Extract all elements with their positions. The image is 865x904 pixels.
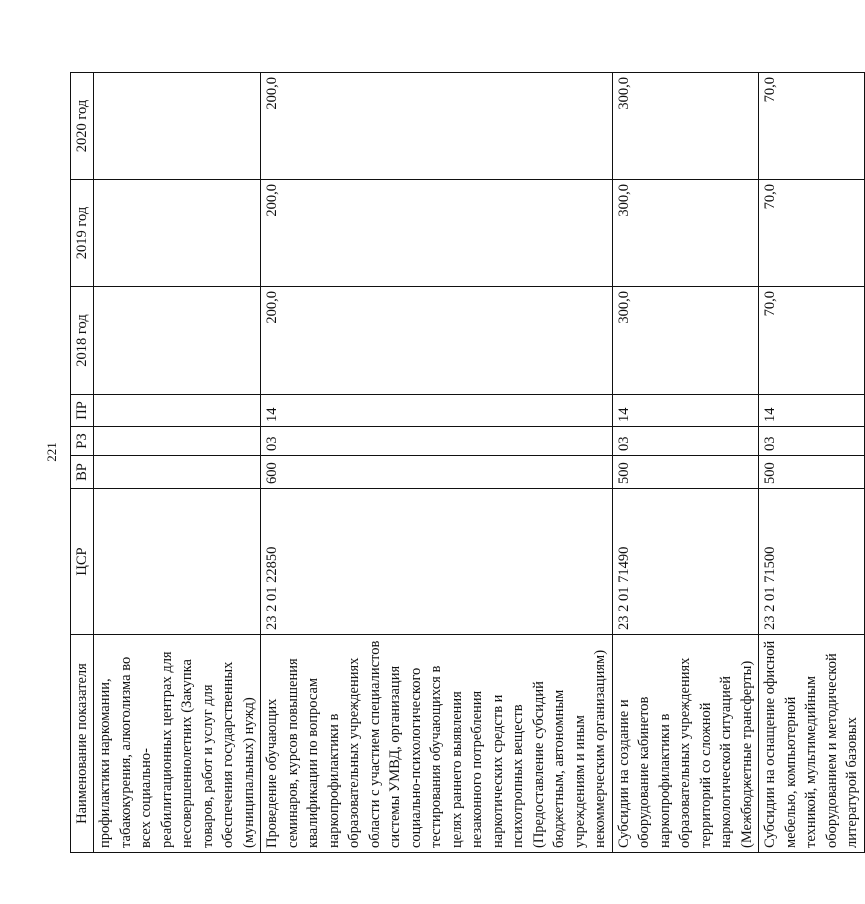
- row-pr: 14: [612, 395, 759, 427]
- rotated-table-container: [70, 73, 860, 853]
- header-pr: ПР: [71, 395, 94, 427]
- row-2020: 200,0: [261, 73, 613, 180]
- row-name: Субсидии на создание и оборудование кабинетов наркопрофилактики в образовательных учреждениях территорий со сложной наркологической ситуацией (Межбюджетные трансферты): [612, 635, 759, 853]
- header-vr: ВР: [71, 456, 94, 489]
- row-pr: 14: [261, 395, 613, 427]
- header-csr: ЦСР: [71, 489, 94, 635]
- row-2020: 70,0: [759, 73, 865, 180]
- row-2019: 300,0: [612, 180, 759, 287]
- header-rz: РЗ: [71, 427, 94, 456]
- table-row: [261, 73, 613, 853]
- row-csr: 23 2 01 71500: [759, 489, 865, 635]
- row-rz: 03: [759, 427, 865, 456]
- row-name: Субсидии на оснащение офисной мебелью, компьютерной техникой, мультимедийным оборудованием и методической литературой базовых: [759, 635, 865, 853]
- row-csr: [94, 489, 261, 635]
- header-2020: 2020 год: [71, 73, 94, 180]
- row-2019: 200,0: [261, 180, 613, 287]
- row-2018: 70,0: [759, 287, 865, 395]
- row-2020: [94, 73, 261, 180]
- header-2019: 2019 год: [71, 180, 94, 287]
- row-vr: 600: [261, 456, 613, 489]
- table-row: [94, 73, 261, 853]
- row-pr: [94, 395, 261, 427]
- row-csr: 23 2 01 71490: [612, 489, 759, 635]
- row-rz: [94, 427, 261, 456]
- budget-table: [70, 72, 865, 853]
- row-vr: 500: [759, 456, 865, 489]
- row-2019: [94, 180, 261, 287]
- row-2020: 300,0: [612, 73, 759, 180]
- page-number: 221: [44, 442, 59, 462]
- row-rz: 03: [261, 427, 613, 456]
- row-pr: 14: [759, 395, 865, 427]
- row-2018: 300,0: [612, 287, 759, 395]
- row-2018: [94, 287, 261, 395]
- row-2018: 200,0: [261, 287, 613, 395]
- row-vr: [94, 456, 261, 489]
- row-rz: 03: [612, 427, 759, 456]
- row-2019: 70,0: [759, 180, 865, 287]
- header-2018: 2018 год: [71, 287, 94, 395]
- row-name: профилактики наркомании, табакокурения, алкоголизма во всех социально-реабилитационных центрах для несовершеннолетних (Закупка товаров, работ и услуг для обеспечения государственных (муниципальных) нужд): [94, 635, 261, 853]
- row-vr: 500: [612, 456, 759, 489]
- table-row: [759, 73, 865, 853]
- table-row: [612, 73, 759, 853]
- header-name: Наименование показателя: [71, 635, 94, 853]
- row-csr: 23 2 01 22850: [261, 489, 613, 635]
- header-row: [71, 73, 94, 853]
- row-name: Проведение обучающих семинаров, курсов повышения квалификации по вопросам наркопрофилактики в образовательных учреждениях области с участием специалистов системы УМВД, организация социально-психологического тестирования обучающихся в целях раннего выявления незаконного потребления наркотических средств и психотропных веществ (Предоставление субсидий бюджетным, автономным учреждениям и иным некоммерческим организациям): [261, 635, 613, 853]
